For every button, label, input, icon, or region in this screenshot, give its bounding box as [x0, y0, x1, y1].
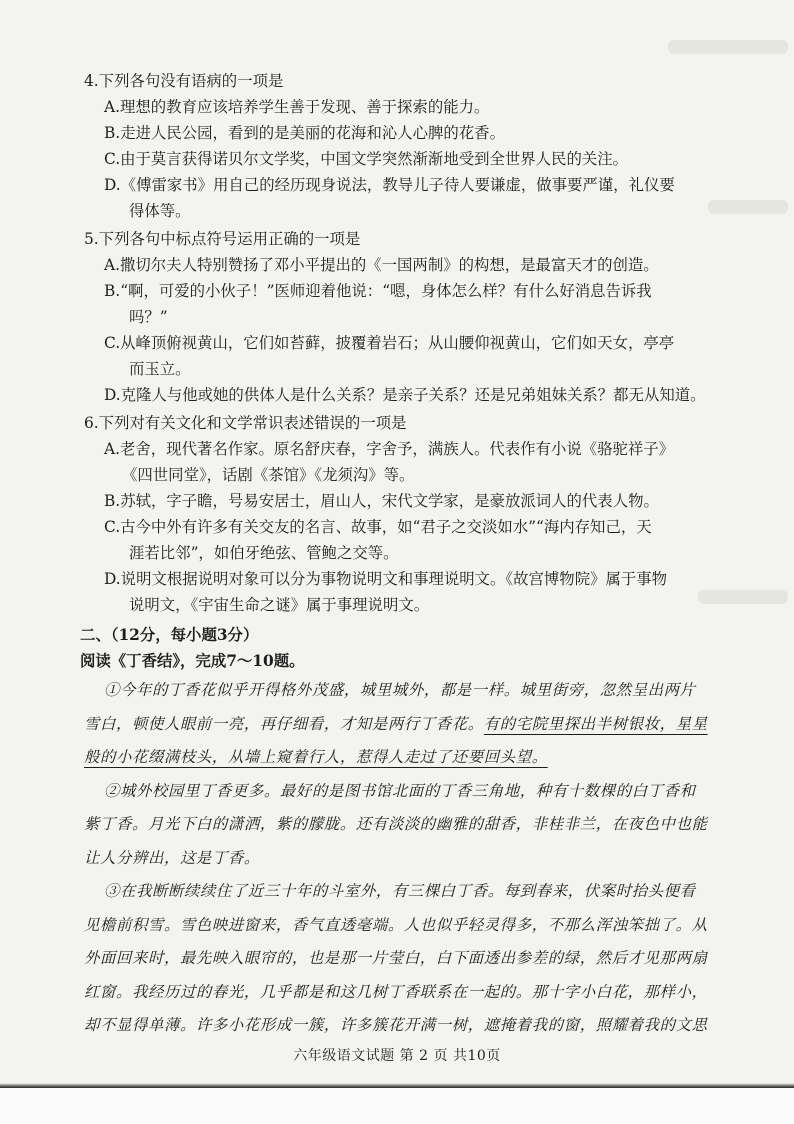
scan-margin: [0, 1088, 794, 1124]
bleed-through-mark: [668, 40, 788, 54]
passage-paragraph-2-line-2: 紫丁香。月光下白的潇洒，紫的朦胧。还有淡淡的幽雅的甜香，非桂非兰，在夜色中也能: [84, 815, 708, 833]
reading-instruction: 阅读《丁香结》，完成7～10题。: [80, 652, 305, 670]
underlined-sentence-cont: 般的小花缀满枝头，从墙上窥着行人，惹得人走过了还要回头望。: [84, 748, 548, 766]
reading-passage: [84, 674, 724, 1043]
question-5-option-c-cont: 而玉立。: [129, 360, 191, 378]
section-2-heading: 二、（12分，每小题3分）: [80, 626, 259, 644]
question-4-option-d-cont: 得体等。: [129, 202, 191, 220]
passage-paragraph-2-line-1: ②城外校园里丁香更多。最好的是图书馆北面的丁香三角地，种有十数棵的白丁香和: [104, 781, 696, 800]
exam-content: [80, 66, 724, 1043]
passage-paragraph-1-line-2: [84, 708, 724, 742]
question-4-option-d: D.《傅雷家书》用自己的经历现身说法，教导儿子待人要谦虚，做事要严谨，礼仪要: [104, 176, 675, 194]
question-6-option-d: D.说明文根据说明对象可以分为事物说明文和事理说明文。《故宫博物院》属于事物: [104, 570, 668, 588]
question-4-stem: 4.下列各句没有语病的一项是: [84, 72, 284, 90]
question-6-option-c: C.古今中外有许多有关交友的名言、故事，如“君子之交淡如水”“海内存知己，天: [104, 518, 652, 536]
underlined-sentence: 有的宅院里探出半树银妆，星星: [483, 714, 708, 733]
question-4-option-b: B.走进人民公园，看到的是美丽的花海和沁人心脾的花香。: [104, 124, 505, 142]
passage-paragraph-3-line-4: 红窗。我经历过的春光，几乎都是和这几树丁香联系在一起的。那十字小白花，那样小，: [84, 982, 708, 1001]
passage-text: 雪白，顿使人眼前一亮，再仔细看，才知是两行丁香花。: [84, 714, 484, 733]
question-6-option-a-cont: 《四世同堂》，话剧《茶馆》《龙须沟》等。: [122, 466, 415, 484]
question-6-option-d-cont: 说明文，《宇宙生命之谜》属于事理说明文。: [129, 596, 430, 614]
passage-paragraph-3-line-2: 见檐前积雪。雪色映进窗来，香气直透毫端。人也似乎轻灵得多，不那么浑浊笨拙了。从: [84, 915, 708, 934]
question-5-option-c: C.从峰顶俯视黄山，它们如苔藓，披覆着岩石；从山腰仰视黄山，它们如天女，亭亭: [104, 334, 675, 352]
question-6-option-a: A.老舍，现代著名作家。原名舒庆春，字舍予，满族人。代表作有小说《骆驼祥子》: [104, 440, 675, 458]
passage-paragraph-3-line-1: ③在我断断续续住了近三十年的斗室外，有三棵白丁香。每到春来，伏案时抬头便看: [104, 882, 696, 900]
passage-paragraph-3-line-5: 却不显得单薄。许多小花形成一簇，许多簇花开满一树，遮掩着我的窗，照耀着我的文思: [84, 1016, 708, 1034]
question-5-option-b-cont: 吗？”: [129, 308, 168, 326]
page-footer: 六年级语文试题 第 2 页 共10页: [293, 1048, 501, 1064]
question-5-option-d: D.克隆人与他或她的供体人是什么关系？是亲子关系？还是兄弟姐妹关系？都无从知道。: [104, 386, 706, 404]
question-6-stem: 6.下列对有关文化和文学常识表述错误的一项是: [84, 414, 407, 432]
question-5-option-a: A.撒切尔夫人特别赞扬了邓小平提出的《一国两制》的构想，是最富天才的创造。: [104, 256, 659, 274]
question-6-option-c-cont: 涯若比邻”，如伯牙绝弦、管鲍之交等。: [129, 544, 399, 562]
question-5-stem: 5.下列各句中标点符号运用正确的一项是: [84, 230, 361, 248]
passage-paragraph-1-line-1: ①今年的丁香花似乎开得格外茂盛，城里城外，都是一样。城里街旁，忽然呈出两片: [104, 681, 696, 699]
passage-paragraph-3-line-3: 外面回来时，最先映入眼帘的，也是那一片莹白，白下面透出参差的绿，然后才见那两扇: [84, 949, 708, 967]
question-4-option-c: C.由于莫言获得诺贝尔文学奖，中国文学突然渐渐地受到全世界人民的关注。: [104, 150, 629, 168]
question-6-option-b: B.苏轼，字子瞻，号易安居士，眉山人，宋代文学家，是豪放派词人的代表人物。: [104, 492, 659, 510]
question-5-option-b: B.“啊，可爱的小伙子！”医师迎着他说：“嗯，身体怎么样？有什么好消息告诉我: [104, 282, 652, 300]
passage-paragraph-2-line-3: 让人分辨出，这是丁香。: [84, 848, 260, 867]
question-4-option-a: A.理想的教育应该培养学生善于发现、善于探索的能力。: [104, 98, 490, 116]
